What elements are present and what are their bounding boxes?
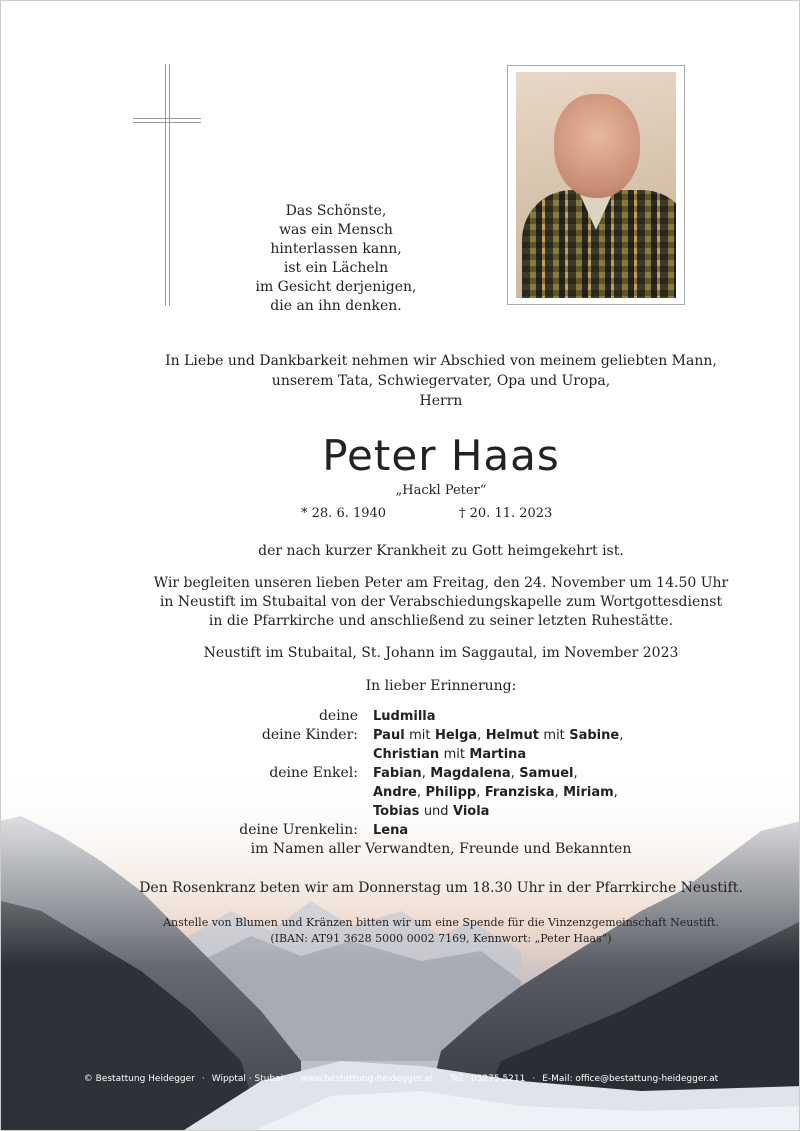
family-sep: ,	[416, 785, 421, 800]
family-sep: ,	[619, 728, 624, 743]
footer-copyright: © Bestattung Heidegger	[83, 1074, 195, 1084]
family-value	[373, 707, 436, 726]
portrait-face	[554, 94, 640, 198]
family-name: Fabian	[373, 766, 422, 781]
family-conj: mit	[409, 728, 431, 743]
family-name: Lena	[373, 823, 409, 838]
place-date: Neustift im Stubaital, St. Johann im Saggautal, im November 2023	[203, 645, 679, 661]
family-conj: mit	[543, 728, 565, 743]
family-name: Martina	[469, 747, 527, 762]
rosary-info: Den Rosenkranz beten wir am Donnerstag um 18.30 Uhr in der Pfarrkirche Neustift.	[139, 880, 743, 896]
birth-date: * 28. 6. 1940	[301, 506, 387, 521]
cross-icon-bar	[133, 122, 201, 123]
family-sep: ,	[573, 766, 578, 781]
donation-line: Anstelle von Blumen und Kränzen bitten wir um eine Spende für die Vinzenzgemeinschaft Neustift.	[163, 916, 719, 929]
family-name: Philipp	[425, 785, 477, 800]
family-value	[373, 764, 578, 783]
cross-icon-line	[169, 64, 170, 306]
footer: © Bestattung Heidegger · Wipptal · Stubai · www.bestattung-heidegger.at · Tel.: 05275 5211 · E-Mail: office@bestattung-heidegger.at	[83, 1074, 719, 1084]
footer-phone[interactable]: Tel.: 05275 5211	[450, 1074, 526, 1084]
family-name: Sabine	[569, 728, 620, 743]
footer-website-link[interactable]: www.bestattung-heidegger.at	[300, 1074, 434, 1084]
family-name: Helga	[434, 728, 478, 743]
family-sep: ,	[510, 766, 515, 781]
family-sep: ,	[554, 785, 559, 800]
family-conj: und	[423, 804, 449, 819]
nickname: „Hackl Peter“	[395, 483, 487, 498]
poem-line: ist ein Lächeln	[283, 260, 389, 276]
poem-line: im Gesicht derjenigen,	[255, 279, 417, 295]
portrait-photo	[516, 72, 676, 298]
poem	[221, 202, 451, 316]
funeral-line: Wir begleiten unseren lieben Peter am Freitag, den 24. November um 14.50 Uhr	[153, 575, 729, 591]
poem-line: die an ihn denken.	[270, 298, 402, 314]
family-name: Franziska	[484, 785, 555, 800]
family-value	[373, 802, 489, 821]
poem-line: hinterlassen kann,	[270, 241, 402, 257]
relatives-line: im Namen aller Verwandten, Freunde und Bekannten	[250, 841, 632, 857]
intro-line: unserem Tata, Schwiegervater, Opa und Uropa,	[271, 373, 611, 389]
family-value	[373, 745, 526, 764]
family-name: Miriam	[563, 785, 614, 800]
family-label: deine Enkel:	[269, 765, 358, 781]
passing-sentence: der nach kurzer Krankheit zu Gott heimgekehrt ist.	[258, 543, 624, 559]
family-value	[373, 821, 408, 840]
family-conj: mit	[443, 747, 465, 762]
cross-icon	[165, 64, 166, 306]
footer-region: Wipptal · Stubai	[211, 1074, 284, 1084]
family-sep: ,	[421, 766, 426, 781]
family-value	[373, 726, 623, 745]
funeral-info	[101, 574, 781, 631]
deceased-name: Peter Haas	[322, 431, 560, 480]
family-sep: ,	[477, 728, 482, 743]
family-name: Andre	[373, 785, 417, 800]
portrait-frame	[507, 65, 685, 305]
family-name: Samuel	[519, 766, 574, 781]
intro-line: Herrn	[419, 393, 463, 409]
cross-icon-bar	[133, 118, 201, 119]
footer-email-link[interactable]: E-Mail: office@bestattung-heidegger.at	[542, 1074, 719, 1084]
family-label: deine Urenkelin:	[239, 822, 358, 838]
memory-heading: In lieber Erinnerung:	[365, 678, 517, 694]
family-name: Tobias	[373, 804, 420, 819]
family-name: Magdalena	[430, 766, 511, 781]
family-name: Ludmilla	[373, 709, 436, 724]
family-name: Christian	[373, 747, 440, 762]
family-sep: ,	[476, 785, 481, 800]
family-name: Helmut	[485, 728, 539, 743]
family-sep: ,	[613, 785, 618, 800]
poem-line: was ein Mensch	[279, 222, 393, 238]
family-value	[373, 783, 618, 802]
intro-line: In Liebe und Dankbarkeit nehmen wir Abschied von meinem geliebten Mann,	[165, 353, 717, 369]
family-name: Paul	[373, 728, 405, 743]
death-date: † 20. 11. 2023	[459, 506, 553, 521]
family-name: Viola	[453, 804, 490, 819]
funeral-line: in die Pfarrkirche und anschließend zu seiner letzten Ruhestätte.	[208, 613, 674, 629]
funeral-line: in Neustift im Stubaital von der Verabschiedungskapelle zum Wortgottesdienst	[159, 594, 723, 610]
intro-text	[101, 351, 781, 411]
family-label: deine	[318, 708, 358, 724]
family-label: deine Kinder:	[261, 727, 358, 743]
poem-line: Das Schönste,	[285, 203, 387, 219]
donation-iban: (IBAN: AT91 3628 5000 0002 7169, Kennwort: „Peter Haas“)	[270, 932, 612, 945]
